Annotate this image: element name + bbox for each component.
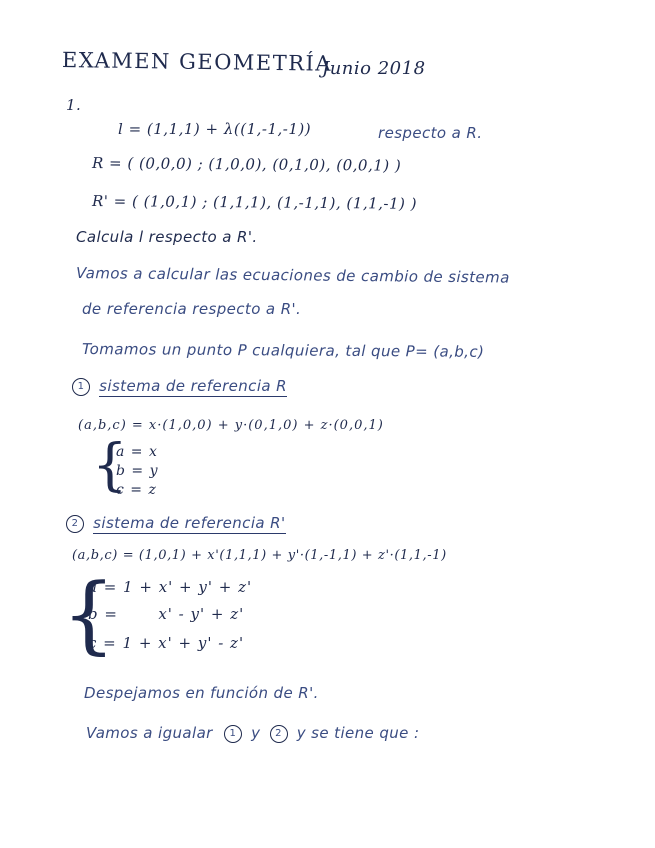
step-1-number: 1	[72, 378, 90, 396]
ref-step-1: 1	[224, 725, 242, 743]
system-2-eq-a: a = 1 + x' + y' + z'	[88, 578, 253, 596]
line-definition: l = (1,1,1) + λ((1,-1,-1))	[118, 120, 312, 138]
step-1-heading	[72, 377, 287, 396]
exam-title: EXAMEN GEOMETRÍA	[61, 48, 333, 76]
system-1-eq-b: b = y	[116, 463, 159, 479]
line-reference: respecto a R.	[378, 124, 483, 142]
reference-R-prime: R' = ( (1,0,1) ; (1,1,1), (1,-1,1), (1,1,-1) )	[91, 192, 418, 213]
reference-R: R = ( (0,0,0) ; (1,0,0), (0,1,0), (0,0,1) )	[91, 154, 402, 175]
paragraph-5-start: Vamos a igualar	[86, 724, 213, 742]
step-2-equation: (a,b,c) = (1,0,1) + x'(1,1,1) + y'·(1,-1,1) + z'·(1,1,-1)	[72, 548, 447, 563]
exam-date: Junio 2018	[322, 58, 426, 79]
system-2-eq-b: b = x' - y' + z'	[88, 605, 245, 623]
step-1-label: sistema de referencia R	[99, 377, 287, 395]
paragraph-2: de referencia respecto a R'.	[82, 300, 302, 318]
task-statement: Calcula l respecto a R'.	[76, 228, 258, 246]
problem-number: 1.	[66, 96, 82, 114]
paragraph-5-and: y	[251, 724, 261, 742]
step-2-number: 2	[66, 515, 84, 533]
paragraph-1: Vamos a calcular las ecuaciones de cambio de sistema	[75, 264, 510, 287]
system-1-brace: {	[92, 433, 128, 498]
paragraph-5-end: y se tiene que :	[296, 724, 420, 742]
step-2-heading	[66, 514, 286, 533]
paragraph-3: Tomamos un punto P cualquiera, tal que P= (a,b,c)	[81, 340, 485, 361]
paragraph-5	[86, 724, 419, 743]
step-1-equation: (a,b,c) = x·(1,0,0) + y·(0,1,0) + z·(0,0,1)	[78, 418, 384, 433]
system-2-brace: {	[62, 565, 116, 663]
system-1-eq-a: a = x	[116, 444, 158, 460]
step-2-label: sistema de referencia R'	[93, 514, 286, 532]
system-2-eq-c: c = 1 + x' + y' - z'	[88, 634, 245, 652]
system-1-eq-c: c = z	[116, 482, 157, 498]
paragraph-4: Despejamos en función de R'.	[84, 684, 319, 702]
ref-step-2: 2	[270, 725, 288, 743]
